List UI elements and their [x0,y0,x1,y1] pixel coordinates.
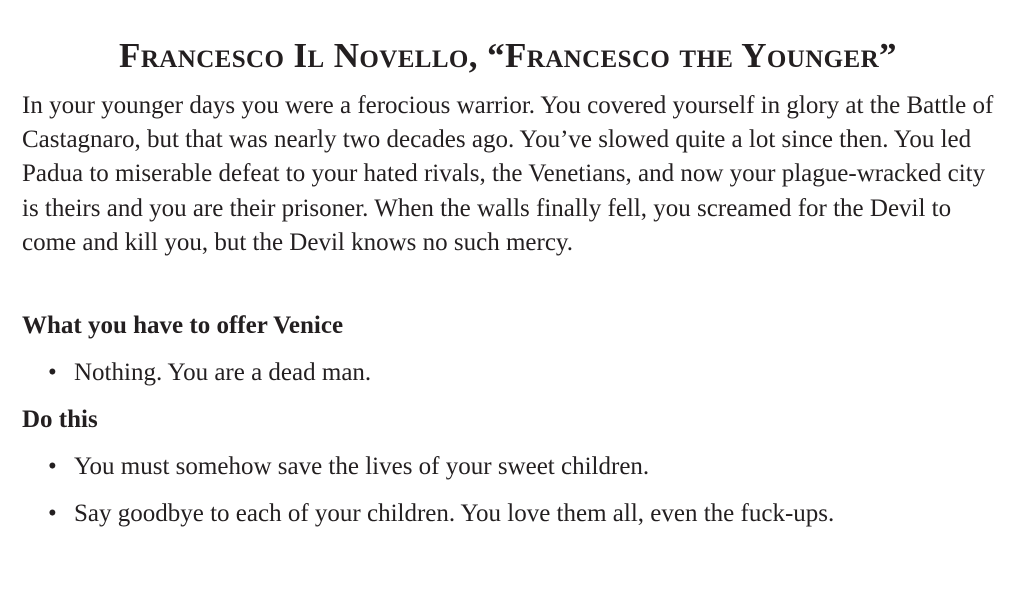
offer-list [22,356,371,403]
bullet-icon: • [48,359,57,386]
offer-heading: What you have to offer Venice [22,312,344,339]
bullet-icon: • [48,500,57,527]
list-item [22,497,834,531]
list-item [22,450,834,484]
character-description: In your younger days you were a ferocious warrior. You covered yourself in glory at the Battle of Castagnaro, but that was nearly two decades ago. You’ve slowed quite a lot since then. You led Padua to miserable defeat to your hated rivals, the Venetians, and now your plague-wracked city is theirs and you are their prisoner. When the walls finally fell, you screamed for the Devil to come and kill you, but the Devil knows no such mercy. [22,92,994,256]
bullet-icon: • [48,453,57,480]
list-item [22,356,371,390]
character-title: Francesco Il Novello, “Francesco the Younger” [119,36,897,75]
list-item-text: You must somehow save the lives of your sweet children. [74,453,650,480]
list-item-text: Nothing. You are a dead man. [74,359,372,386]
list-item-text: Say goodbye to each of your children. You love them all, even the fuck-ups. [74,500,835,527]
do-this-list [22,450,834,544]
do-this-heading: Do this [22,406,98,433]
